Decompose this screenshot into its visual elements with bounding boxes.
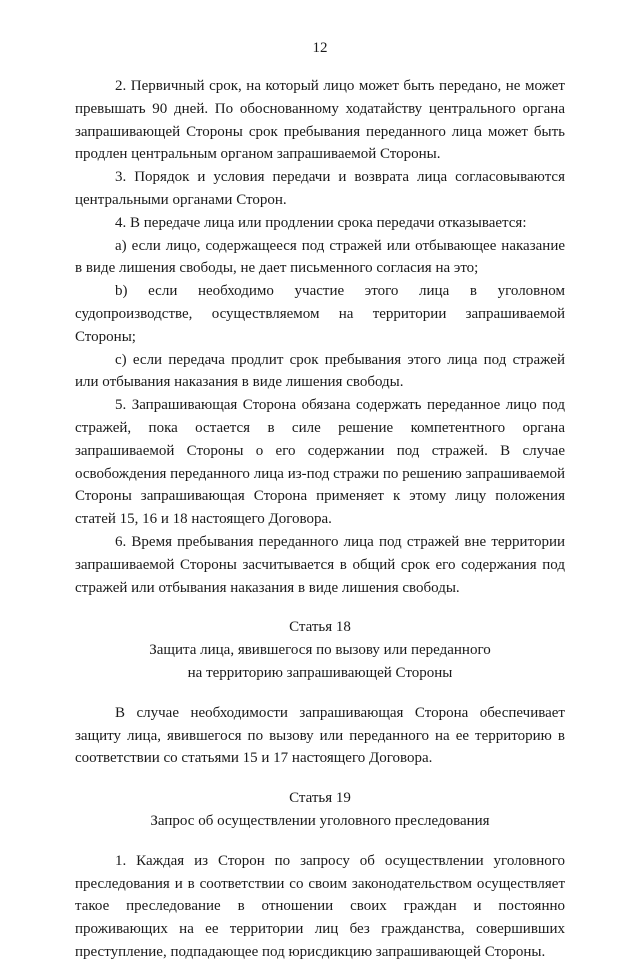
document-page xyxy=(75,38,565,964)
page-number: 12 xyxy=(312,40,328,56)
article17-paragraph-5: 5. Запрашивающая Сторона обязана содержать переданное лицо под стражей, пока остается в силе решение компетентного органа запрашиваемой Стороны о его содержании под стражей. В случае освобождения переданного лица из-под стражи по решению запрашиваемой Стороны запрашивающая Сторона применяет к этому лицу положения статей 15, 16 и 18 настоящего Договора. xyxy=(75,397,565,528)
article17-paragraph-3: 3. Порядок и условия передачи и возврата лица согласовываются центральными органами Сторон. xyxy=(75,169,565,208)
article17-paragraph-6: 6. Время пребывания переданного лица под стражей вне территории запрашиваемой Стороны засчитывается в общий срок его содержания под стражей или отбывания наказания в виде лишения свободы. xyxy=(75,533,565,596)
article18-title-line2: на территорию запрашивающей Стороны xyxy=(187,664,453,681)
article17-paragraph-4: 4. В передаче лица или продлении срока передачи отказывается: xyxy=(115,214,527,231)
article19-title: Запрос об осуществлении уголовного преследования xyxy=(150,812,490,829)
article18-body: В случае необходимости запрашивающая Сторона обеспечивает защиту лица, явившегося по вызову или переданного на ее территорию в соответствии со статьями 15 и 17 настоящего Договора. xyxy=(75,704,565,767)
article17-paragraph-2: 2. Первичный срок, на который лицо может быть передано, не может превышать 90 дней. По обоснованному ходатайству центрального органа запрашивающей Стороны срок пребывания переданного лица может быть продлен центральным органом запрашиваемой Стороны. xyxy=(75,78,565,163)
article19-paragraph-1: 1. Каждая из Сторон по запросу об осуществлении уголовного преследования и в соответствии со своим законодательством осуществляет такое преследование в отношении своих граждан и постоянно проживающих на ее территории лиц без гражданства, совершивших преступление, подпадающее под юрисдикцию запрашивающей Стороны. xyxy=(75,852,565,960)
article17-subitem-b: b) если необходимо участие этого лица в уголовном судопроизводстве, осуществляемом на территории запрашиваемой Стороны; xyxy=(75,283,565,345)
article17-subitem-a: а) если лицо, содержащееся под стражей или отбывающее наказание в виде лишения свободы, не дает письменного согласия на это; xyxy=(75,237,565,277)
article19-number: Статья 19 xyxy=(289,790,351,807)
article17-subitem-c: c) если передача продлит срок пребывания этого лица под стражей или отбывания наказания в виде лишения свободы. xyxy=(75,351,565,391)
article18-title-line1: Защита лица, явившегося по вызову или переданного xyxy=(149,642,491,659)
article18-number: Статья 18 xyxy=(289,619,351,636)
